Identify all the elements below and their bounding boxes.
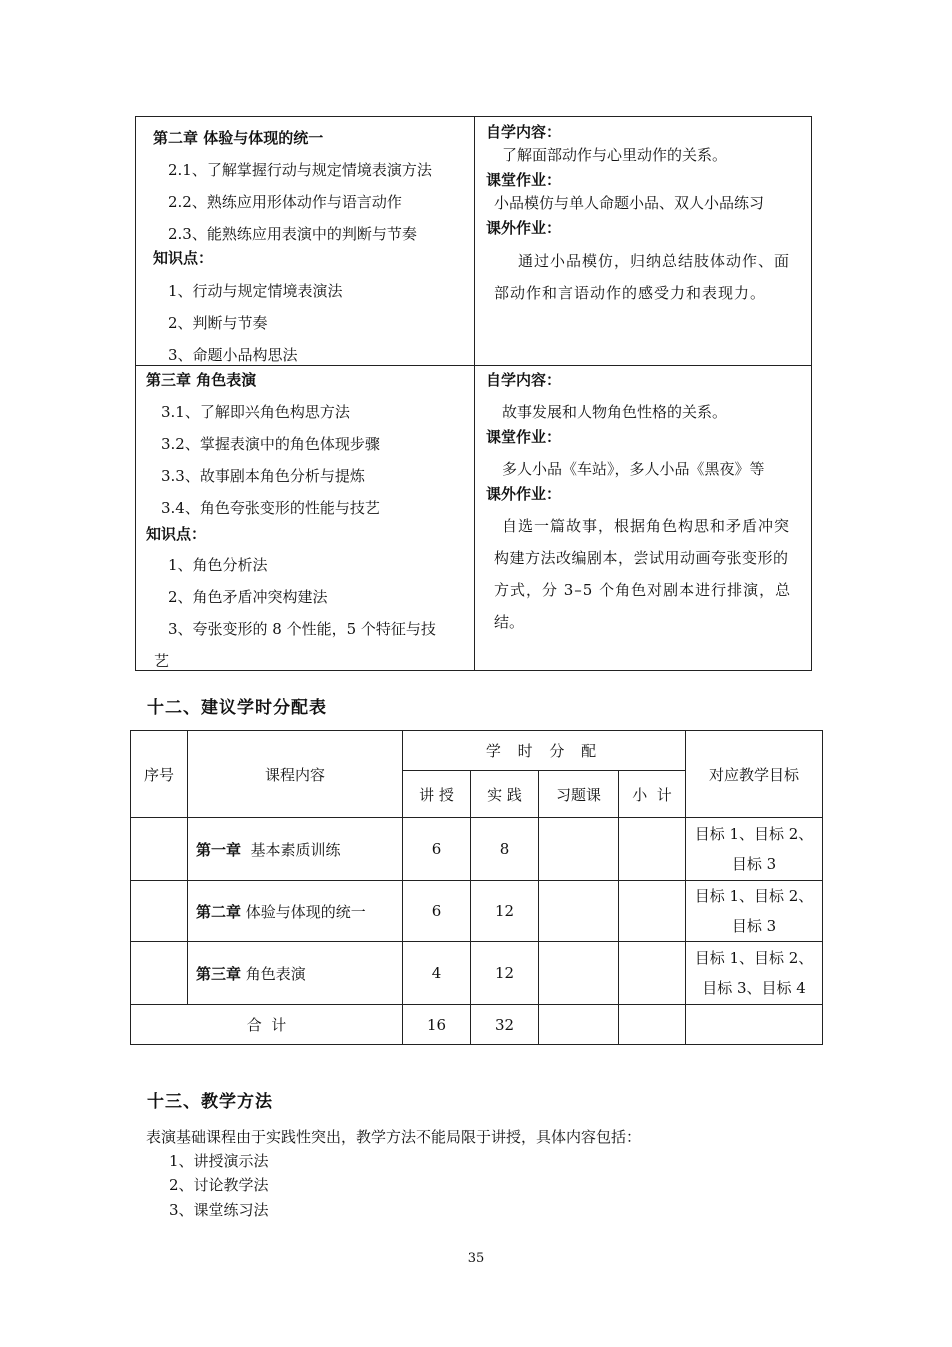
method-item: 1、讲授演示法 <box>169 1152 269 1170</box>
knowledge-label: 知识点： <box>146 525 207 543</box>
hours-table <box>130 730 823 1045</box>
row-name: 角色表演 <box>241 964 306 983</box>
knowledge-item: 1、行动与规定情境表演法 <box>168 282 343 300</box>
homework-text: 自选一篇故事，根据角色构思和矛盾冲突 <box>502 517 791 535</box>
total-subtotal <box>619 1005 686 1045</box>
row-goal <box>686 818 823 881</box>
knowledge-item: 3、命题小品构思法 <box>168 346 298 364</box>
section-title: 十三、教学方法 <box>147 1092 273 1112</box>
homework-text: 构建方法改编剧本，尝试用动画夸张变形的 <box>494 549 789 567</box>
row-practice: 8 <box>471 818 539 881</box>
class-work-text: 小品模仿与单人命题小品、双人小品练习 <box>494 194 765 212</box>
header-seq: 序号 <box>131 731 188 818</box>
total-row <box>131 1005 823 1045</box>
row-practice: 12 <box>471 942 539 1005</box>
chapter-point: 3.4、角色夸张变形的性能与技艺 <box>161 499 380 517</box>
class-work-label: 课堂作业： <box>486 171 562 189</box>
row-goal-line: 目标 3 <box>731 917 777 935</box>
header-goal: 对应教学目标 <box>686 731 823 818</box>
knowledge-label: 知识点： <box>153 249 214 267</box>
knowledge-item: 2、角色矛盾冲突构建法 <box>168 588 328 606</box>
row-seq <box>131 881 188 942</box>
header-hours: 学 时 分 配 <box>403 731 686 771</box>
knowledge-item: 3、夸张变形的 8 个性能，5 个特征与技 <box>168 620 436 638</box>
row-chapter: 第三章 <box>196 964 242 983</box>
homework-text: 结。 <box>494 613 525 631</box>
total-practice: 32 <box>471 1005 539 1045</box>
chapter-point: 3.2、掌握表演中的角色体现步骤 <box>161 435 380 453</box>
homework-text: 方式，分 3–5 个角色对剧本进行排演，总 <box>494 581 792 599</box>
class-work-label: 课堂作业： <box>486 428 562 446</box>
row-subtotal <box>619 942 686 1005</box>
row-subtotal <box>619 818 686 881</box>
row-seq <box>131 818 188 881</box>
row-goal <box>686 942 823 1005</box>
row-goal-line: 目标 3 <box>731 855 777 873</box>
chapter-point: 2.2、熟练应用形体动作与语言动作 <box>168 193 402 211</box>
header-lecture: 讲 授 <box>403 771 471 818</box>
total-label: 合 计 <box>131 1005 403 1045</box>
header-content: 课程内容 <box>188 731 403 818</box>
column-divider <box>474 117 475 670</box>
chapter-title: 第三章 角色表演 <box>146 371 257 389</box>
row-name: 体验与体现的统一 <box>241 902 366 921</box>
chapter-point: 2.1、了解掌握行动与规定情境表演方法 <box>168 161 432 179</box>
method-item: 2、讨论教学法 <box>169 1176 269 1194</box>
row-exercise <box>539 881 619 942</box>
row-seq <box>131 942 188 1005</box>
self-study-text: 故事发展和人物角色性格的关系。 <box>502 403 728 421</box>
knowledge-item: 2、判断与节奏 <box>168 314 268 332</box>
page-number: 35 <box>467 1251 485 1266</box>
row-lecture: 6 <box>403 818 471 881</box>
row-divider <box>136 365 811 366</box>
chapter-point: 3.1、了解即兴角色构思方法 <box>161 403 350 421</box>
row-practice: 12 <box>471 881 539 942</box>
intro-paragraph: 表演基础课程由于实践性突出，教学方法不能局限于讲授，具体内容包括： <box>146 1128 642 1146</box>
table-row <box>131 881 823 942</box>
row-lecture: 4 <box>403 942 471 1005</box>
row-goal-line: 目标 1、目标 2、 <box>694 949 814 967</box>
header-exercise: 习题课 <box>539 771 619 818</box>
row-goal-line: 目标 1、目标 2、 <box>694 887 814 905</box>
row-lecture: 6 <box>403 881 471 942</box>
homework-label: 课外作业： <box>486 485 562 503</box>
homework-text: 部动作和言语动作的感受力和表现力。 <box>494 284 767 302</box>
section-title: 十二、建议学时分配表 <box>147 698 327 718</box>
total-lecture: 16 <box>403 1005 471 1045</box>
self-study-text: 了解面部动作与心里动作的关系。 <box>502 146 728 164</box>
row-content <box>188 818 403 881</box>
table-row <box>131 818 823 881</box>
row-goal-line: 目标 1、目标 2、 <box>694 825 814 843</box>
row-goal <box>686 881 823 942</box>
chapter-title: 第二章 体验与体现的统一 <box>153 129 324 147</box>
total-exercise <box>539 1005 619 1045</box>
row-content <box>188 942 403 1005</box>
row-content <box>188 881 403 942</box>
header-subtotal: 小 计 <box>619 771 686 818</box>
row-subtotal <box>619 881 686 942</box>
table-row <box>131 942 823 1005</box>
knowledge-item: 艺 <box>154 652 170 670</box>
homework-label: 课外作业： <box>486 219 562 237</box>
row-chapter: 第一章 <box>196 840 242 859</box>
knowledge-item: 1、角色分析法 <box>168 556 268 574</box>
method-item: 3、课堂练习法 <box>169 1201 269 1219</box>
self-study-label: 自学内容： <box>486 123 562 141</box>
total-goal <box>686 1005 823 1045</box>
chapter-point: 2.3、能熟练应用表演中的判断与节奏 <box>168 225 417 243</box>
chapter-point: 3.3、故事剧本角色分析与提炼 <box>161 467 365 485</box>
row-exercise <box>539 818 619 881</box>
self-study-label: 自学内容： <box>486 371 562 389</box>
row-goal-line: 目标 3、目标 4 <box>702 979 806 997</box>
header-practice: 实 践 <box>471 771 539 818</box>
row-name: 基本素质训练 <box>241 840 341 859</box>
row-chapter: 第二章 <box>196 902 242 921</box>
row-exercise <box>539 942 619 1005</box>
homework-text: 通过小品模仿，归纳总结肢体动作、面 <box>518 252 791 270</box>
class-work-text: 多人小品《车站》，多人小品《黑夜》等 <box>502 460 765 478</box>
chapter-table <box>135 116 812 671</box>
